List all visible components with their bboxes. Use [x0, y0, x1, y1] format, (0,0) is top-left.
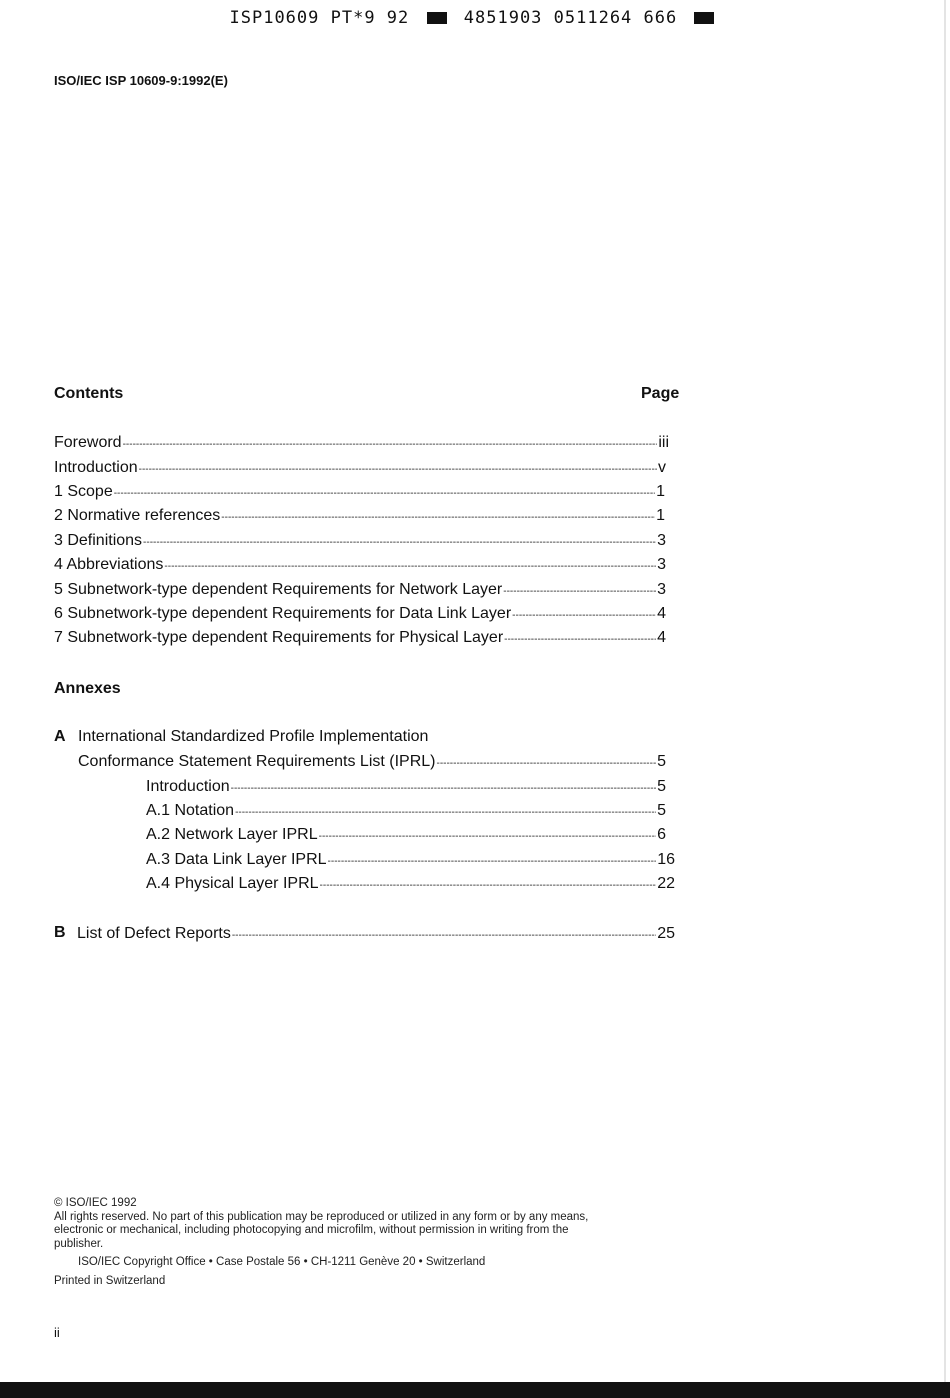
document-id: ISO/IEC ISP 10609-9:1992(E) [54, 73, 228, 88]
annex-b-letter: B [54, 924, 66, 941]
toc-entry-page: 25 [657, 925, 675, 942]
toc-entry-label: List of Defect Reports [77, 925, 231, 942]
toc-entry-page: 3 [657, 532, 666, 549]
dot-leader [221, 508, 655, 528]
toc-entry-a2-network-layer-iprl[interactable] [146, 825, 666, 847]
copyright-office: ISO/IEC Copyright Office • Case Postale 56 • CH-1211 Genève 20 • Switzerland [78, 1256, 486, 1268]
dot-leader [436, 754, 656, 774]
dot-leader [235, 803, 656, 823]
toc-entry-page: 4 [657, 605, 666, 622]
toc-entry-scope[interactable] [54, 482, 665, 504]
toc-entry-page: 6 [657, 826, 666, 843]
toc-entry-label: 4 Abbreviations [54, 556, 164, 573]
toc-entry-page: 3 [657, 581, 666, 598]
toc-entry-label: 1 Scope [54, 483, 113, 500]
toc-entry-page: 3 [657, 556, 666, 573]
toc-entry-normative-references[interactable] [54, 506, 665, 528]
toc-entry-introduction[interactable] [54, 458, 666, 480]
toc-entry-a1-notation[interactable] [146, 801, 666, 823]
toc-entry-annex-b[interactable] [77, 924, 675, 946]
page-column-heading: Page [641, 385, 680, 402]
toc-entry-foreword[interactable] [54, 433, 669, 455]
toc-entry-network-layer[interactable] [54, 580, 666, 602]
annexes-heading: Annexes [54, 680, 121, 697]
toc-entry-label: Introduction [54, 459, 138, 476]
toc-entry-page: 5 [657, 753, 666, 770]
toc-entry-page: 16 [657, 851, 675, 868]
toc-entry-label: Foreword [54, 434, 122, 451]
toc-entry-label: A.1 Notation [146, 802, 235, 819]
toc-entry-label: 7 Subnetwork-type dependent Requirements for Physical Layer [54, 629, 504, 646]
dot-leader [123, 435, 658, 455]
toc-entry-annex-a-introduction[interactable] [146, 777, 666, 799]
copyright-block [54, 1197, 614, 1288]
toc-entry-definitions[interactable] [54, 531, 666, 553]
toc-entry-a3-data-link-layer-iprl[interactable] [146, 850, 675, 872]
barcode-header [0, 8, 950, 28]
dot-leader [139, 460, 657, 480]
toc-entry-page: 4 [657, 629, 666, 646]
dot-leader [319, 827, 656, 847]
copyright-line: © ISO/IEC 1992 [54, 1197, 137, 1209]
barcode-text-right: 4851903 0511264 666 [463, 8, 678, 28]
printed-in: Printed in Switzerland [54, 1274, 166, 1287]
bottom-scan-bar [0, 1382, 950, 1398]
toc-entry-page: iii [658, 434, 669, 451]
toc-entry-label: A.3 Data Link Layer IPRL [146, 851, 327, 868]
toc-entry-label: A.4 Physical Layer IPRL [146, 875, 319, 892]
toc-entry-page: 1 [656, 483, 665, 500]
toc-entry-page: 1 [656, 507, 665, 524]
dot-leader [232, 926, 656, 946]
annex-a-title-line1: International Standardized Profile Implementation [78, 728, 429, 745]
page-number: ii [54, 1325, 60, 1340]
dot-leader [231, 779, 656, 799]
toc-entry-label: 6 Subnetwork-type dependent Requirements for Data Link Layer [54, 605, 512, 622]
annex-a-letter: A [54, 728, 66, 745]
page-edge-shadow [944, 0, 946, 1382]
toc-entry-page: v [658, 459, 666, 476]
toc-entry-page: 22 [657, 875, 675, 892]
contents-heading: Contents [54, 385, 124, 402]
dot-leader [512, 606, 656, 626]
barcode-block-2 [694, 12, 714, 24]
toc-entry-label: A.2 Network Layer IPRL [146, 826, 318, 843]
toc-entry-label: Conformance Statement Requirements List (IPRL) [78, 753, 436, 770]
dot-leader [320, 876, 657, 896]
toc-entry-data-link-layer[interactable] [54, 604, 666, 626]
dot-leader [328, 852, 657, 872]
toc-entry-label: 2 Normative references [54, 507, 221, 524]
dot-leader [504, 630, 656, 650]
dot-leader [114, 484, 655, 504]
dot-leader [503, 582, 656, 602]
copyright-notice: All rights reserved. No part of this publication may be reproduced or utilized in any form or by any means, electronic or mechanical, including photocopying and microfilm, without permission in writing from the publisher. [54, 1210, 589, 1250]
barcode-text-left: ISP10609 PT*9 92 [229, 8, 410, 28]
dot-leader [143, 533, 656, 553]
dot-leader [164, 557, 656, 577]
toc-entry-page: 5 [657, 802, 666, 819]
toc-entry-abbreviations[interactable] [54, 555, 666, 577]
barcode-block-1 [427, 12, 447, 24]
toc-entry-label: 3 Definitions [54, 532, 143, 549]
toc-entry-annex-a[interactable] [78, 752, 666, 774]
toc-entry-page: 5 [657, 778, 666, 795]
toc-entry-a4-physical-layer-iprl[interactable] [146, 874, 675, 896]
toc-entry-label: 5 Subnetwork-type dependent Requirements for Network Layer [54, 581, 503, 598]
toc-entry-physical-layer[interactable] [54, 628, 666, 650]
toc-entry-label: Introduction [146, 778, 230, 795]
